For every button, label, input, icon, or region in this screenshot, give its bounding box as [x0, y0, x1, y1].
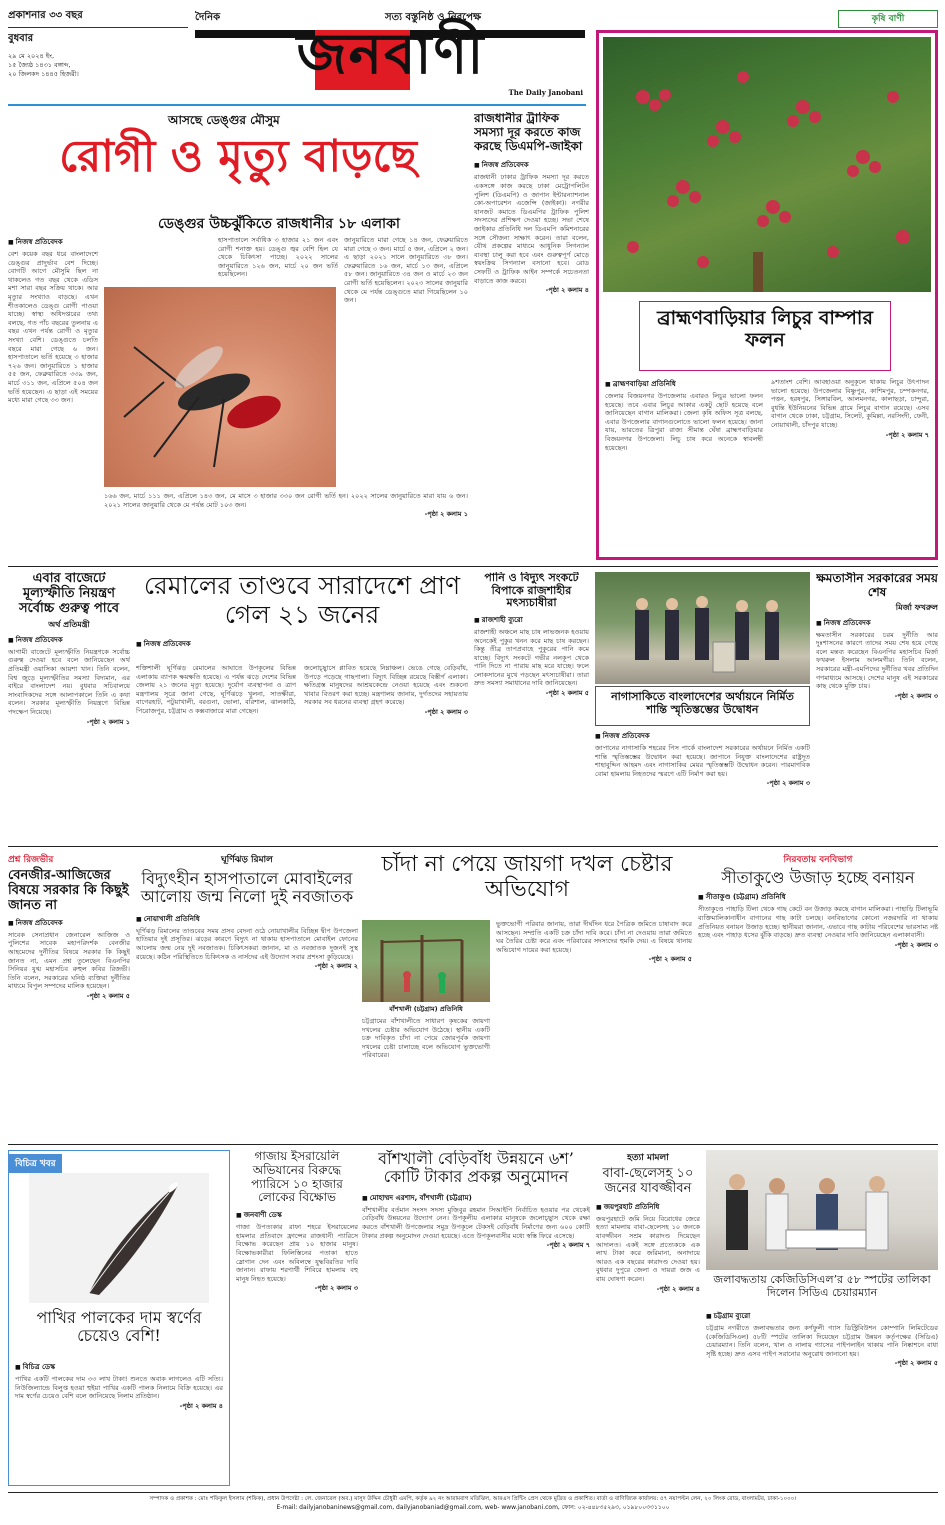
litchi-col2: ৯শতাংশ বেশি। আবহাওয়া অনুকূলে থাকায় লিচুর উৎপাদন ভালো হয়েছে। উপজেলার বিষ্ণুপুর, কাশিমপুর, চম্পকনগর, পত্তন, হরষপুর, সিঙ্গারবিল, আলমনগর, কালাছড়া, চান্দুরা, বুধন্তি ইউনিয়নের বিভিন্ন গ্রামে লিচুর বাগান রয়েছে। এসব বাগান থেকে ঢাকা, চট্টগ্রাম, সিলেট, কুমিল্লা, নরসিংদী, ফেনী, নোয়াখালী, চাঁদপুর যাচ্ছে।: [771, 378, 929, 429]
rajshahi-text: রাজশাহী অঞ্চলে মাছ চাষ লাভজনক হওয়ায় অনেকেই পুকুর খনন করে মাছ চাষ করছেন। কিন্তু তীব্র তাপপ্রবাহে পুকুরের পানি কমে যাচ্ছে। বিদ্যুৎ সংকটে গভীর নলকূপ থেকে পানি দিতে না পারায় মাছ মরে যাচ্ছে। ফলে লোকসানের মুখে পড়ছেন মৎস্যচাষীরা। তারা দ্রুত সমস্যা সমাধানের দাবি জানিয়েছেন।: [474, 627, 589, 688]
power-story: [816, 572, 938, 842]
rajshahi-continued: -পৃষ্ঠা ২ কলাম ৫: [545, 689, 589, 698]
nagasaki-byline: ■ নিজস্ব প্রতিবেদক: [595, 730, 810, 742]
litchi-headline-box: [639, 301, 891, 371]
feather-kicker: বিচিত্র খবর: [9, 1154, 62, 1173]
lead-headline: রোগী ও মৃত্যু বাড়ছে: [59, 131, 417, 182]
budget-headline: এবার বাজেটে মূল্যস্ফীতি নিয়ন্ত্রণ সর্বোচ্চ গুরুত্ব পাবে: [18, 572, 120, 616]
hospital-story: [136, 852, 358, 1140]
traffic-story: [474, 112, 589, 562]
feather-byline: ■ বিচিত্র ডেস্ক: [15, 1361, 223, 1373]
benazir-headline: বেনজীর-আজিজের বিষয়ে সরকার কি কিছুই জানত না: [8, 868, 129, 913]
power-byline: ■ নিজস্ব প্রতিবেদক: [816, 617, 938, 629]
newspaper-logo: [195, 18, 585, 90]
lead-col2: হাসপাতালে সর্বাধিক ৩ হাজার ২১ জন এবং রোগী শনাক্ত হয়। ডেঙ্গু জ্বর বেশি হিল যে থেকে চিকিৎসা পাচ্ছে। ২০২২ সালের জানুয়ারিতে ১২৬ জন, মার্চে ২০ জন ভর্তি হয়েছিলেন।: [218, 236, 338, 279]
feather-story: [8, 1150, 230, 1486]
benazir-story: [8, 852, 130, 1140]
traffic-headline: রাজধানীর ট্রাফিক সমস্যা দূর করতে কাজ করছে ডিএমপি-জাইকা: [474, 112, 583, 153]
forest-story: [698, 852, 938, 1140]
hospital-text: ঘূর্ণিঝড় রিমালের তাণ্ডবের সময় প্রসব বেদনা ওঠে নোয়াখালীর বিচ্ছিন্ন দ্বীপ উপজেলা হাতিয়ার দুই প্রসূতির। ঝড়ের কারণে বিদ্যুৎ না থাকায় হাসপাতালে মোবাইল ফোনের আলোয় জন্ম নেয় দুই নবজাতক। চিকিৎসকরা জানান, মা ও নবজাতক দুজনই সুস্থ রয়েছে। কঠিন পরিস্থিতিতে চিকিৎসক ও নার্সদের এই উদ্যোগ সবার প্রশংসা কুড়িয়েছে।: [136, 926, 358, 961]
budget-text: আগামী বাজেটে মূল্যস্ফীতি নিয়ন্ত্রণকে সর্বোচ্চ গুরুত্ব দেওয়া হবে বলে জানিয়েছেন অর্থ প্রতিমন্ত্রী ওয়াসিকা আয়শা খান। তিনি বলেন, বিশ্ব জুড়ে মূল্যস্ফীতির সমস্যা বিদ্যমান, এর বাইরে বাংলাদেশ নয়। বুধবার সচিবালয়ে সাংবাদিকদের সঙ্গে আলাপকালে তিনি এ কথা বলেন। সরকার মূল্যস্ফীতি নিয়ন্ত্রণে বিভিন্ন পদক্ষেপ নিয়েছে।: [8, 647, 130, 716]
litchi-col1: জেলার বিজয়নগর উপজেলায় এবারও লিচুর ভালো ফলন হয়েছে। তবে এবার লিচুর আকার একটু ছোট হয়েছে বলে জানিয়েছেন বাগান মালিকরা। জেলা কৃষি অফিস সূত্র বলছে, এবার উপজেলার বাগানগুলোতে ভালো ফলন হয়েছে। জানা যায়, ভারতের ত্রিপুরা রাজ্য সীমান্ত ঘেঁষা ব্রাহ্মণবাড়িয়ার বিজয়নগর উপজেলা। লিচু চাষ করে অনেকে স্বাবলম্বী হয়েছেন।: [605, 392, 763, 452]
hospital-headline: বিদ্যুৎহীন হাসপাতালে মোবাইলের আলোয় জন্ম নিলো দুই নবজাতক: [140, 869, 354, 907]
gaza-headline: গাজায় ইসরায়েলি অভিযানের বিরুদ্ধে প্যারিসে ১০ হাজার লোকের বিক্ষোভ: [251, 1150, 343, 1205]
forest-text: সীতাকুণ্ডে পাহাড়ি টিলা থেকে গাছ কেটে বন উজাড় করছে বাগান মালিকরা। পাহাড়ি টিলাভূমি ব্যক্তিমালিকানাধীন বাগানের গাছ কাটা চলছে। বনবিভাগের কোনো নজরদারি না থাকায় প্রতিনিয়ত বনায়ন উজাড় হচ্ছে। স্থানীয়রা জানান, এভাবে গাছ কাটায় পরিবেশের ভারসাম্য নষ্ট হচ্ছে এবং পাহাড় ধসের ঝুঁকি বাড়ছে। দ্রুত ব্যবস্থা নেওয়ার দাবি জানিয়েছেন এলাকাবাসী।: [698, 905, 938, 940]
gaza-story: [236, 1150, 358, 1486]
hospital-byline: ■ নোয়াখালী প্রতিনিধি: [136, 913, 358, 925]
litchi-illustration: [603, 37, 931, 292]
lead-col3: জানুয়ারিতে মারা গেছে ১৪ জন, ফেব্রুয়ারিতে মারা গেছে ৩ জন। মার্চে ৫ জন, এপ্রিলে ২ জন। এ ছাড়া ২০২১ সালে জানুয়ারিতে ৩৮ জন। ফেব্রুয়ারিতে ১৬ জন, মার্চে ১৩ জন, এপ্রিলে ৫৮ জন। জানুয়ারিতে ৩৪ জন ও মার্চে ২৩ জন রোগী ভর্তি হয়েছিলেন। ২০২৩ সালের জানুয়ারি থেকে মে পর্যন্ত ডেঙ্গুতে মারা গিয়েছিলেন ১০ জন।: [344, 236, 468, 305]
murder-kicker: হত্যা মামলা: [627, 1153, 669, 1163]
lead-bottom-text: ১৬৬ জন, মার্চে ১১১ জন, এপ্রিলে ১৪৩ জন, মে মাসে ৩ হাজার ৩৩০ জন রোগী ভর্তি হন। ২০২২ সালের জানুয়ারিতে মারা যায় ৬ জন। ২০২১ সালের জানুয়ারি থেকে মে পর্যন্ত মোট ১০৩ জন।: [104, 492, 468, 509]
land-photo-caption: বাঁশখালী (চট্টগ্রাম) প্রতিনিধি: [389, 1005, 463, 1013]
forest-headline: সীতাকুণ্ডে উজাড় হচ্ছে বনায়ন: [721, 868, 915, 887]
cda-photo: [706, 1150, 938, 1270]
land-headline: চাঁদা না পেয়ে জায়গা দখল চেষ্টার অভিযোগ: [381, 852, 673, 903]
footer-contact: E-mail: dailyjanobaninews@gmail.com, dailyjanobaniad@gmail.com, web- www.janobani.com, ফোন: ০২-৪৪৮৩৫২৯৩, ০১৯৮০০৩৩১১০০: [276, 1504, 670, 1511]
nagasaki-story: [595, 572, 810, 842]
lead-kicker: আসছে ডেঙ্গুর মৌসুম: [168, 113, 280, 127]
murder-headline: বাবা-ছেলেসহ ১০ জনের যাবজ্জীবন: [602, 1166, 694, 1196]
budget-story: [8, 572, 130, 842]
budget-continued: -পৃষ্ঠা ২ কলাম ১: [86, 717, 130, 726]
masthead-left: [8, 8, 188, 98]
litchi-continued: -পৃষ্ঠা ২ কলাম ৭: [885, 430, 929, 439]
date-hijri: ২০ জিলকদ ১৪৪৫ হিজরী।: [8, 70, 79, 78]
rajshahi-story: [474, 572, 589, 842]
dam-byline: ■ মোহাম্মদ এরশাদ, বাঁশখালী (চট্টগ্রাম): [362, 1192, 590, 1204]
masthead-logo: [185, 4, 595, 104]
mosquito-photo: [104, 287, 336, 487]
murder-byline: ■ জয়পুরহাট প্রতিনিধি: [596, 1201, 700, 1213]
lead-continued: -পৃষ্ঠা ২ কলাম ১: [424, 510, 468, 519]
litchi-frame: [596, 30, 938, 560]
land-continued: -পৃষ্ঠা ২ কলাম ৫: [648, 955, 692, 964]
litchi-headline: ব্রাহ্মণবাড়িয়ার লিচুর বাম্পার ফলন: [657, 307, 873, 351]
land-illustration: [362, 920, 490, 1002]
section-tag-text: কৃষি বাণী: [871, 14, 905, 24]
nagasaki-continued: -পৃষ্ঠা ২ কলাম ৩: [766, 779, 810, 788]
cda-story: [706, 1150, 938, 1486]
power-speaker: মির্জা ফখরুল: [895, 602, 938, 612]
lead-subhead: ডেঙ্গুর উচ্চঝুঁকিতে রাজধানীর ১৮ এলাকা: [158, 216, 400, 232]
benazir-kicker: প্রশ্ন রিজভীর: [8, 855, 54, 865]
feather-headline: পাখির পালকের দাম স্বর্ণের চেয়েও বেশি!: [36, 1308, 202, 1346]
traffic-text: রাজধানী ঢাকার ট্রাফিক সমস্যা দূর করতে একসঙ্গে কাজ করছে ঢাকা মেট্রোপলিটন পুলিশ (ডিএমপি) ও জাপান ইন্টারন্যাশনাল কো-অপারেশন এজেন্সি (জাইকা)। নগরীর যানজট কমাতে ডিএমপির ট্রাফিক পুলিশ সদস্যদের প্রশিক্ষণ দেওয়া হচ্ছে। সভা শেষে জাইকার প্রতিনিধি দল ডিএমপি কমিশনারের সঙ্গে সৌজন্য সাক্ষাৎ করেন। তারা বলেন, যৌথ প্রকল্পের মাধ্যমে আধুনিক সিগন্যাল ব্যবস্থা চালু করা হবে এবং গুরুত্বপূর্ণ মোড়ে স্বয়ংক্রিয় সিগন্যাল বসানো হবে। রোড সেফটি ও ট্রাফিক আইন সম্পর্কে সচেতনতা বাড়াতে কাজ করবে।: [474, 173, 589, 285]
benazir-text: সাবেক সেনাপ্রধান জেনারেল আজিজ ও পুলিশের সাবেক মহাপরিদর্শক বেনজীর আহমেদের দুর্নীতির বিষয়ে সরকার কি কিছুই জানত না, এমন প্রশ্ন তুলেছেন বিএনপির সিনিয়র যুগ্ম মহাসচিব রুহুল কবির রিজভী। তিনি বলেন, সরকারের ঘনিষ্ঠ ব্যক্তিরা দুর্নীতির মাধ্যমে বিপুল সম্পদের মালিক হয়েছেন।: [8, 930, 130, 991]
budget-byline: ■ নিজস্ব প্রতিবেদক: [8, 634, 130, 646]
dam-story: [362, 1150, 590, 1486]
benazir-byline: ■ নিজস্ব প্রতিবেদক: [8, 917, 130, 929]
litchi-byline: ■ ব্রাহ্মণবাড়িয়া প্রতিনিধি: [605, 378, 763, 390]
lead-col1: বেশ কয়েক বছর ধরে বাংলাদেশে ডেঙ্গুর প্রাদুর্ভাব বেশ দিচ্ছে। বোগটি আগে মৌসুমি ছিল না থাকলেও গত বছর থেকে এডিস মশা সারা বছর সক্রিয় থাকে। আর মৃত্যুর সংখ্যাও বাড়ছে। এখন শীতকালেও ডেঙ্গু রোগী পাওয়া যাচ্ছে। স্বাস্থ্য অধিদপ্তরের তথ্য বলছে, গত পাঁচ বছরের তুলনায় এ বছর এখন পর্যন্ত রোগী ও মৃত্যুর সংখ্যা বেশি। ডেঙ্গুতে চলতি বছরে মারা গেছে ৬ জন। হাসপাতালে ভর্তি হয়েছে ৩ হাজার ৭২৬ জন। জানুয়ারিতে ১ হাজার ৫৫ জন, ফেব্রুয়ারিতে ৩৩৯ জন, মার্চে ৩১১ জন, এপ্রিলে ৫০৪ জন ভর্তি হয়েছেন। এ ছাড়া এই সময়ের মধ্যে মারা গেছে ৩৩ জন।: [8, 250, 98, 405]
cda-headline: জলাবদ্ধতায় কেজিডিসিএল’র ৫৮ স্পটের তালিকা দিলেন সিডিএ চেয়ারম্যান: [713, 1273, 931, 1299]
land-story: [362, 852, 692, 1140]
nagasaki-text: জাপানের নাগাসাকি শহরের পিস পার্কে বাংলাদেশ সরকারের অর্থায়নে নির্মিত একটি শান্তি স্মৃতিস্তম্ভের উদ্বোধন করা হয়েছে। জাপানে নিযুক্ত বাংলাদেশের রাষ্ট্রদূত শাহাবুদ্দিন আহমদ এবং নাগাসাকির মেয়র স্মৃতিস্তম্ভটি উদ্বোধন করেন। পারমাণবিক বোমা হামলায় নিহতদের স্মরণে এটি নির্মাণ করা হয়।: [595, 744, 810, 778]
feather-photo: [29, 1173, 209, 1303]
nagasaki-illustration: [595, 572, 810, 684]
date-bengali: ১৫ জ্যৈষ্ঠ ১৪৩১ বঙ্গাব্দ,: [8, 61, 71, 69]
power-headline: ক্ষমতাসীন সরকারের সময় শেষ: [816, 572, 938, 599]
forest-kicker: নিরবতায় বনবিভাগ: [783, 855, 853, 865]
traffic-byline: ■ নিজস্ব প্রতিবেদক: [474, 159, 589, 171]
remal-col2: জলোচ্ছ্বাসে প্লাবিত হয়েছে নিম্নাঞ্চল। ভেঙে গেছে বেড়িবাঁধ, উপড়ে পড়েছে গাছপালা। বিদ্যুৎ বিচ্ছিন্ন রয়েছে বিস্তীর্ণ এলাকা। ক্ষতিগ্রস্ত মানুষদের আশ্রয়কেন্দ্রে নেওয়া হয়েছে এবং শুকনো খাবার বিতরণ করা হচ্ছে। মন্ত্রণালয় জানায়, দুর্গতদের সহায়তায় সরকার সব ধরনের ব্যবস্থা গ্রহণ করেছে।: [304, 664, 468, 707]
forest-byline: ■ সীতাকুণ্ড (চট্টগ্রাম) প্রতিনিধি: [698, 891, 938, 903]
feather-illustration: [29, 1173, 209, 1303]
footer: [8, 1495, 938, 1523]
rajshahi-byline: ■ রাজশাহী ব্যুরো: [474, 614, 589, 626]
litchi-photo: [603, 37, 931, 292]
nagasaki-headline: নাগাসাকিতে বাংলাদেশের অর্থায়নে নির্মিত শান্তি স্মৃতিস্তম্ভের উদ্বোধন: [611, 690, 794, 716]
section-tag-krishi: [838, 10, 938, 28]
benazir-continued: -পৃষ্ঠা ২ কলাম ৫: [86, 991, 130, 1000]
lead-byline: ■ নিজস্ব প্রতিবেদক: [8, 236, 98, 248]
forest-continued: -পৃষ্ঠা ২ কলাম ৩: [894, 940, 938, 949]
cda-text: চট্টগ্রাম নগরীতে জলাবদ্ধতার জন্য কর্ণফুলী গ্যাস ডিস্ট্রিবিউশন কোম্পানি লিমিটেডের (কেজিডিসিএল) ৫৮টি স্পটের তালিকা দিয়েছেন চট্টগ্রাম উন্নয়ন কর্তৃপক্ষের (সিডিএ) চেয়ারম্যান। তিনি বলেন, খাল ও নালায় গ্যাসের পাইপলাইন থাকায় পানি নিষ্কাশনে বাধা সৃষ্টি হচ্ছে। দ্রুত এসব পাইপ সরানোর অনুরোধ জানানো হয়।: [706, 1324, 938, 1358]
land-left-text: চট্টগ্রামের বাঁশখালীতে সাধারণ কৃষকের জায়গা দখলের চেষ্টার অভিযোগ উঠেছে। স্থানীয় একটি চক্র দাবিকৃত চাঁদা না পেয়ে জোরপূর্বক জায়গা দখলের চেষ্টা চালাচ্ছে বলে অভিযোগ ভুক্তভোগী পরিবারের।: [362, 1017, 490, 1060]
nagasaki-headline-box: [595, 686, 810, 726]
cda-continued: -পৃষ্ঠা ২ কলাম ৫: [894, 1359, 938, 1368]
footer-imprint: সম্পাদক ও প্রকাশক : মোঃ শফিকুল ইসলাম (শফিক), প্রধান উপদেষ্টা : লে. জেনারেল (অব.) মাসুদ উদ্দিন চৌধুরী এমপি, কর্তৃক ৯২ নং আরামবাগ মতিঝিল, আরএস প্রিন্টিং প্রেস থেকে মুদ্রিত ও প্রকাশিত। বার্তা ও বাণিজ্যিক কার্যালয়: ৫৭ নয়াপল্টন লেন, ২০ লিংক রোড, বাংলামটর, ঢাকা-১০০০।: [149, 1496, 797, 1502]
feather-text: পাখির একটি পালকের দাম ৩৩ লাখ টাকা! শুনতে অবাক লাগলেও এটি সত্যি। নিউজিল্যান্ডে বিলুপ্ত হওয়া হুইয়া পাখির একটি পালক নিলামে বিক্রি হয়েছে। এর দাম স্বর্ণের চেয়েও বেশি বলে জানিয়েছে নিলাম প্রতিষ্ঠান।: [15, 1375, 223, 1401]
remal-story: [136, 572, 468, 842]
feather-continued: -পৃষ্ঠা ২ কলাম ৪: [179, 1401, 223, 1410]
logo-english: The Daily Janobani: [508, 88, 583, 97]
nagasaki-photo: [595, 572, 810, 684]
cda-byline: ■ চট্টগ্রাম ব্যুরো: [706, 1310, 938, 1322]
dam-text: বাঁশখালীর বর্তমান সংসদ সদস্য মুজিবুর রহমান সিআইপি নির্বাচিত হওয়ার পর থেকেই বেড়িবাঁধ উন্নয়নের উদ্যোগ নেন। উপকূলীয় এলাকার মানুষকে জলোচ্ছ্বাস থেকে রক্ষা করতে বাঁশখালী উপজেলার সমুদ্র উপকূলে টেকসই বেড়িবাঁধ নির্মাণের জন্য ৬০০ কোটি টাকার প্রকল্প অনুমোদন দেওয়া হয়েছে। এতে উপকূলবাসীর মধ্যে স্বস্তি ফিরে এসেছে।: [362, 1205, 590, 1240]
gaza-continued: -পৃষ্ঠা ২ কলাম ৩: [314, 1284, 358, 1293]
dam-continued: -পৃষ্ঠা ২ কলাম ৭: [546, 1241, 590, 1250]
remal-col1: শক্তিশালী ঘূর্ণিঝড় রেমালের আঘাতে উপকূলের বিভিন্ন এলাকায় ব্যাপক ক্ষয়ক্ষতি হয়েছে। এ পর্যন্ত ঝড়ে দেশের বিভিন্ন জেলায় ২১ জনের মৃত্যু হয়েছে। দুর্যোগ ব্যবস্থাপনা ও ত্রাণ মন্ত্রণালয় সূত্রে জানা গেছে, ঘূর্ণিঝড়ে খুলনা, সাতক্ষীরা, বাগেরহাট, পটুয়াখালী, বরগুনা, ভোলা, বরিশাল, ঝালকাঠি, পিরোজপুর, চট্টগ্রাম ও কক্সবাজারে মারা গেছেন।: [136, 664, 296, 715]
gaza-byline: ■ জনবাণী ডেস্ক: [236, 1209, 358, 1221]
remal-continued: -পৃষ্ঠা ২ কলাম ৩: [424, 707, 468, 716]
hospital-kicker: ঘূর্ণিঝড় রিমাল: [221, 855, 273, 865]
tagline: সত্য বস্তুনিষ্ঠ ও নিরপেক্ষ: [385, 12, 482, 23]
publication-years: প্রকাশনার ৩৩ বছর: [8, 8, 188, 28]
remal-byline: ■ নিজস্ব প্রতিবেদক: [136, 638, 468, 650]
litchi-body: [605, 378, 931, 553]
murder-continued: -পৃষ্ঠা ২ কলাম ৪: [656, 1284, 700, 1293]
power-continued: -পৃষ্ঠা ২ কলাম ৩: [894, 691, 938, 700]
land-photo: [362, 920, 490, 1002]
lead-story: [8, 112, 468, 562]
gaza-text: গাজা উপত্যকার রাফা শহরে ইসরায়েলের হামলার প্রতিবাদে ফ্রান্সের রাজধানী প্যারিসে বিক্ষোভ করেছেন প্রায় ১০ হাজার মানুষ। বিক্ষোভকারীরা ফিলিস্তিনের পতাকা হাতে স্লোগান দেন এবং অবিলম্বে যুদ্ধবিরতির দাবি জানান। রাফায় শরণার্থী শিবিরে হামলায় বহু মানুষ নিহত হয়েছে।: [236, 1223, 358, 1283]
dainik-label: দৈনিক: [195, 12, 221, 23]
weekday: বুধবার: [8, 33, 34, 44]
budget-speaker: অর্থ প্রতিমন্ত্রী: [48, 619, 90, 629]
murder-story: [596, 1150, 700, 1486]
rajshahi-headline: পানি ও বিদ্যুৎ সংকটে বিপাকে রাজশাহীর মৎস্যচাষীরা: [484, 572, 579, 610]
traffic-continued: -পৃষ্ঠা ২ কলাম ৪: [545, 286, 589, 295]
hospital-continued: -পৃষ্ঠা ২ কলাম ২: [314, 962, 358, 971]
date-english: ২৯ মে ২০২৪ ইং,: [8, 52, 55, 60]
murder-text: জয়পুরহাটে জমি নিয়ে বিরোধের জেরে হত্যা মামলায় বাবা-ছেলেসহ ১০ জনকে যাবজ্জীবন সশ্রম কারাদণ্ড দিয়েছেন আদালত। একই সঙ্গে প্রত্যেককে এক লাখ টাকা করে জরিমানা, অনাদায়ে আরও এক বছরের কারাদণ্ড দেওয়া হয়। বুধবার দুপুরে জেলা ও দায়রা জজ এ রায় ঘোষণা করেন।: [596, 1214, 700, 1284]
remal-headline: রেমালের তাণ্ডবে সারাদেশে প্রাণ গেল ২১ জনের: [143, 572, 461, 629]
land-right-text: ভুক্তভোগী পরিবার জানায়, তারা দীর্ঘদিন ধরে পৈত্রিক জমিতে চাষাবাদ করে আসছেন। সম্প্রতি একটি চক্র চাঁদা দাবি করে। চাঁদা না দেওয়ায় তারা জমিতে ঘর তৈরির চেষ্টা করে এবং পরিবারের সদস্যদের হুমকি দেয়। এ বিষয়ে থানায় অভিযোগ দায়ের করা হয়েছে।: [496, 920, 692, 954]
mosquito-illustration: [104, 287, 336, 487]
power-text: ক্ষমতাসীন সরকারের চরম দুর্নীতি আর দুঃশাসনের কারণে তাদের সময় শেষ হয়ে গেছে বলে মন্তব্য করেছেন বিএনপির মহাসচিব মির্জা ফখরুল ইসলাম আলমগীর। তিনি বলেন, সরকারের মন্ত্রী-এমপিদের দুর্নীতির খবর প্রতিদিন গণমাধ্যমে আসছে। দেশের মানুষ এই সরকারের কাছ থেকে মুক্তি চায়।: [816, 630, 938, 691]
dam-headline: বাঁশখালী বেড়িবাঁধ উন্নয়নে ৬শ’ কোটি টাকার প্রকল্প অনুমোদন: [378, 1150, 574, 1187]
logo-text: জনবাণী: [296, 22, 486, 87]
cda-illustration: [706, 1150, 938, 1270]
